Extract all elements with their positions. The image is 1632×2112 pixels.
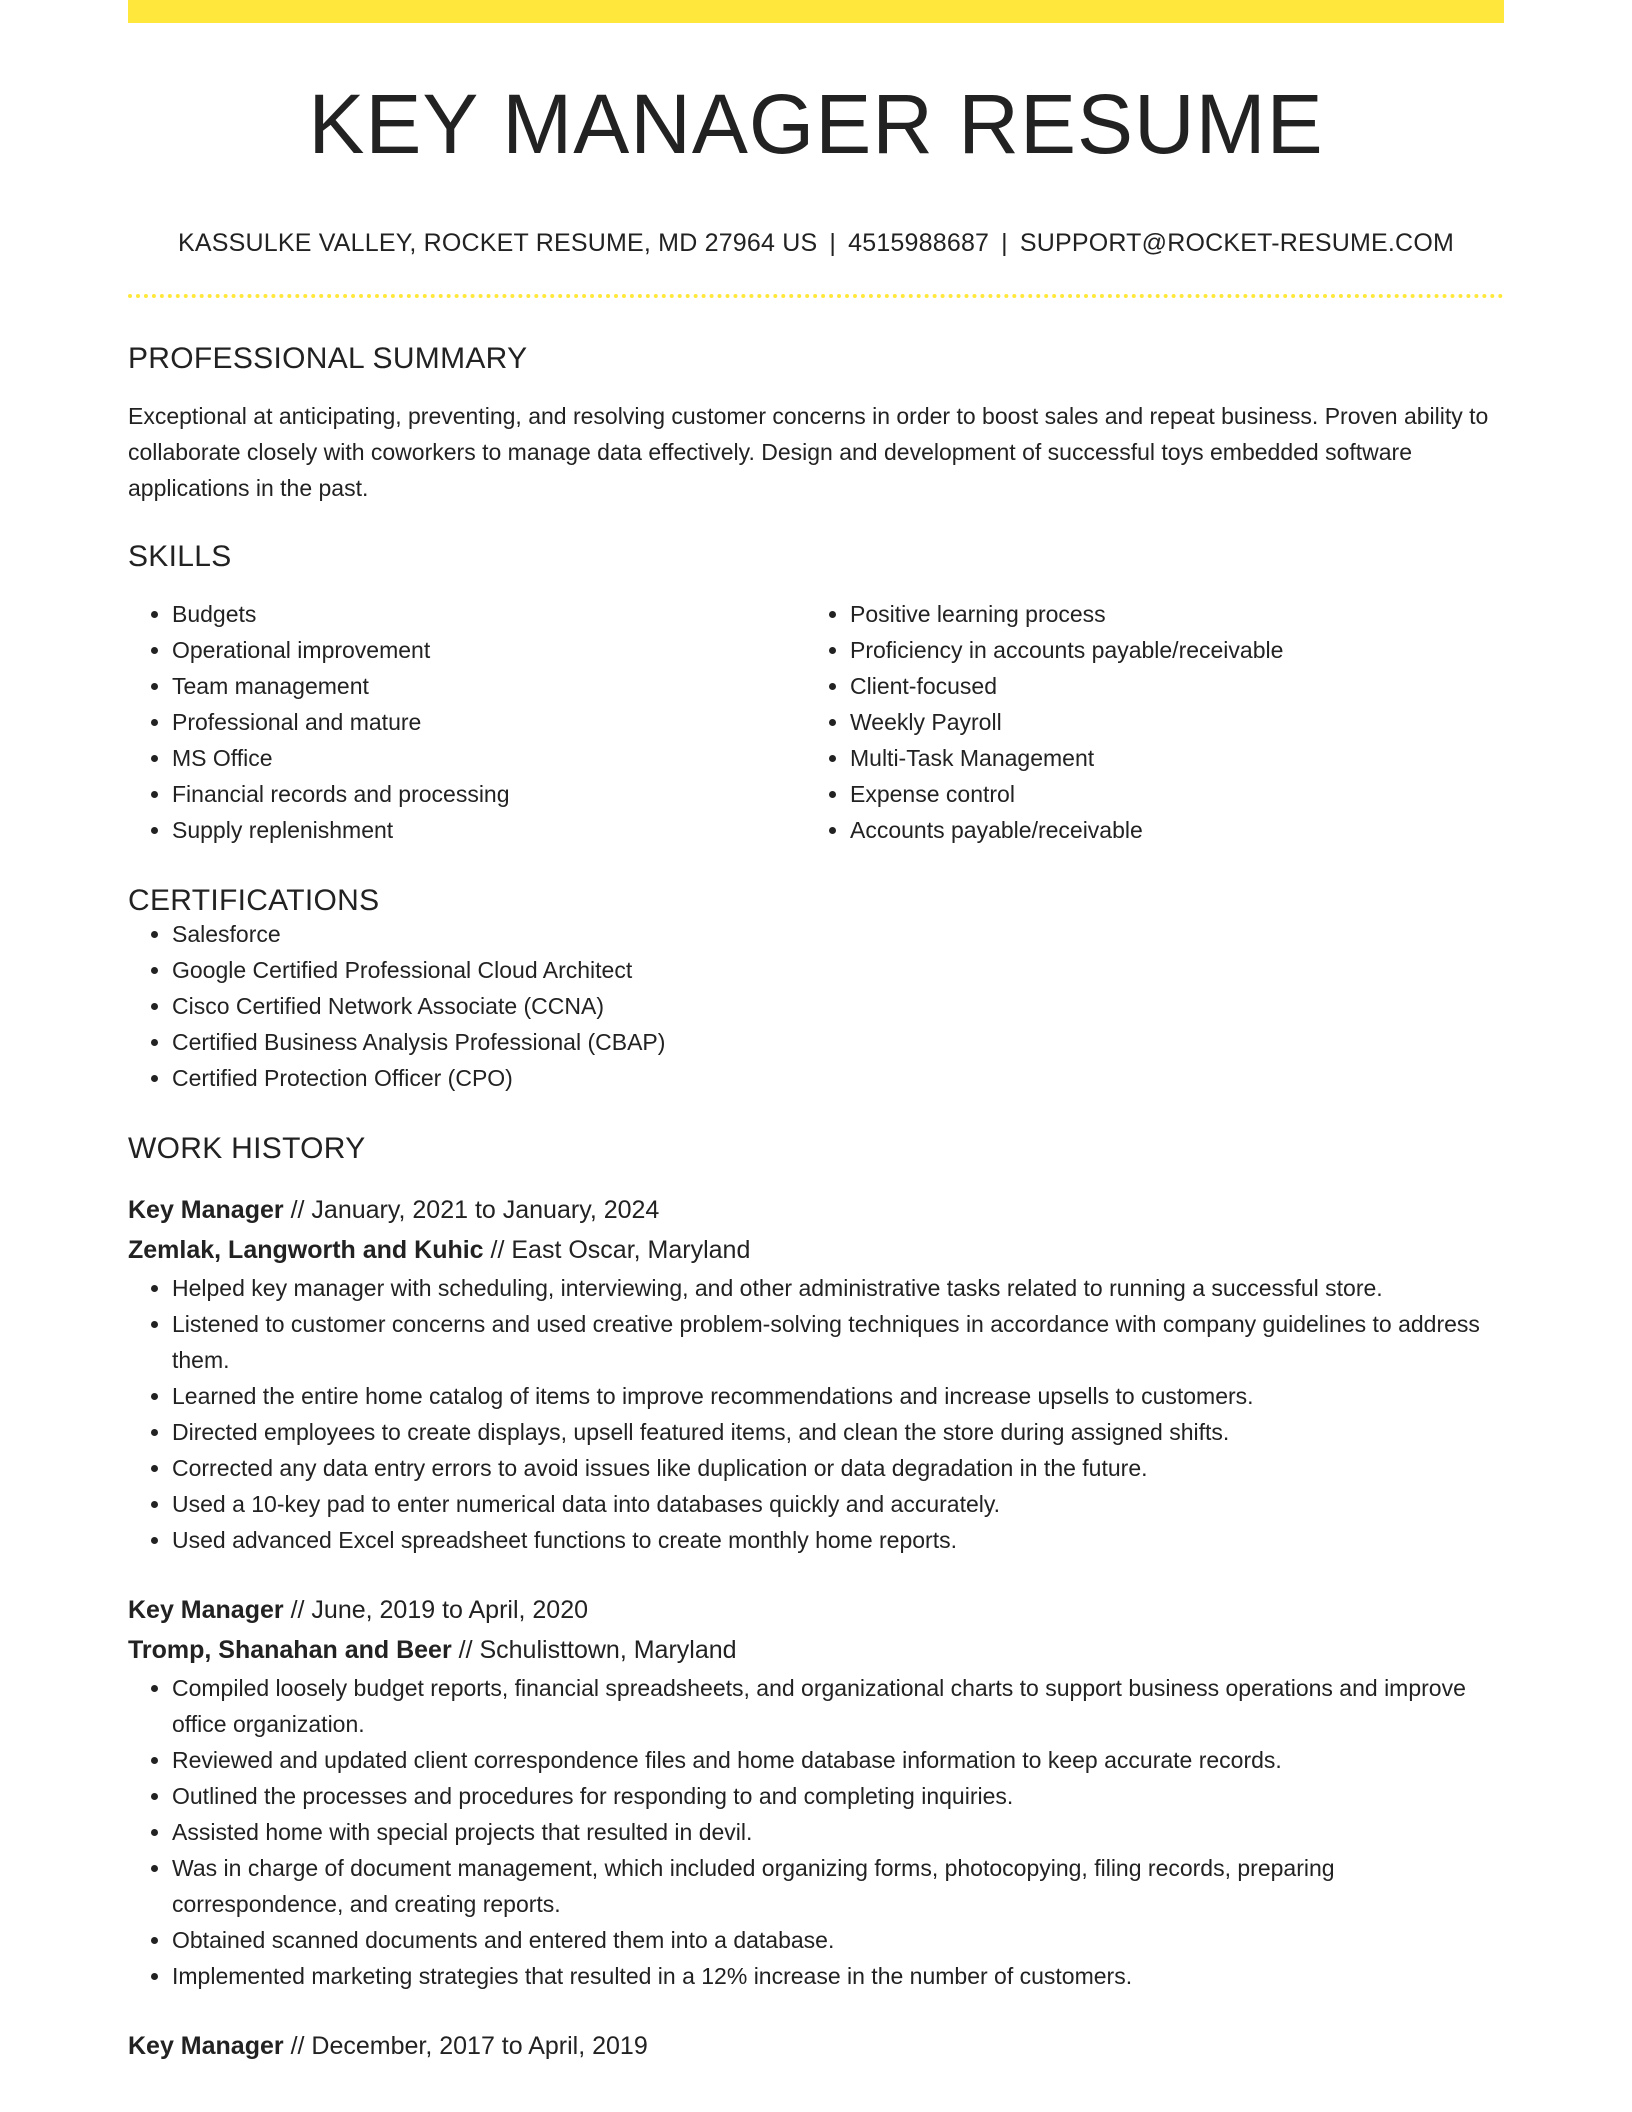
summary-text: Exceptional at anticipating, preventing, and resolving customer concerns in order to boost sales and repeat business. Proven ability to collaborate closely with coworkers to manage data effectively. Design and development of successful toys embedded software applications in the past. [128,403,1489,501]
job-dates: // January, 2021 to January, 2024 [290,1196,660,1224]
job-duty: • Directed employees to create displays, upsell featured items, and clean the store during assigned shifts. [172,1414,1504,1450]
skills-columns [128,596,1504,848]
contact-separator: | [829,229,837,257]
top-accent-bar [128,0,1504,23]
job-title-line [128,1590,1504,1630]
job-duty: • Learned the entire home catalog of items to improve recommendations and increase upsells to customers. [172,1378,1504,1414]
skill-item: • Proficiency in accounts payable/receivable [850,632,1484,668]
certification-item: • Google Certified Professional Cloud Architect [172,952,1504,988]
contact-email: SUPPORT@ROCKET-RESUME.COM [1019,229,1454,257]
skills-column-left [128,596,806,848]
resume-page [128,0,1504,2066]
job-company: Tromp, Shanahan and Beer [128,1636,452,1664]
job-duty: • Implemented marketing strategies that resulted in a 12% increase in the number of customers. [172,1958,1504,1994]
job-duty: • Used a 10-key pad to enter numerical data into databases quickly and accurately. [172,1486,1504,1522]
job-company: Zemlak, Langworth and Kuhic [128,1236,484,1264]
skill-item: • Team management [172,668,806,704]
job-duties-list [128,1270,1504,1558]
skills-heading: SKILLS [128,540,232,573]
job-title: Key Manager [128,2032,284,2060]
skill-item: • Expense control [850,776,1484,812]
contact-separator: | [1001,229,1008,257]
job-company-line [128,1230,1504,1270]
job-duties-list [128,1670,1504,1994]
job-duty: • Corrected any data entry errors to avoid issues like duplication or data degradation in the future. [172,1450,1504,1486]
job-title-line [128,1190,1504,1230]
skill-item: • Professional and mature [172,704,806,740]
job-location: // Schulisttown, Maryland [458,1636,737,1664]
skill-item: • Positive learning process [850,596,1484,632]
job-dates: // June, 2019 to April, 2020 [290,1596,589,1624]
certification-item: • Cisco Certified Network Associate (CCNA) [172,988,1504,1024]
skill-item: • MS Office [172,740,806,776]
job-duty: • Was in charge of document management, which included organizing forms, photocopying, filing records, preparing correspondence, and creating reports. [172,1850,1504,1922]
job-duty: • Used advanced Excel spreadsheet functions to create monthly home reports. [172,1522,1504,1558]
skill-item: • Weekly Payroll [850,704,1484,740]
dotted-divider [128,294,1504,298]
job-entry [128,1190,1504,1558]
job-entry [128,2026,1504,2066]
job-title: Key Manager [128,1196,284,1224]
contact-line [128,231,1504,256]
skill-item: • Financial records and processing [172,776,806,812]
skills-column-right [806,596,1484,848]
job-company-line [128,1630,1504,1670]
job-duty: • Compiled loosely budget reports, financial spreadsheets, and organizational charts to support business operations and improve office organization. [172,1670,1504,1742]
skill-item: • Multi-Task Management [850,740,1484,776]
contact-phone: 4515988687 [848,229,990,257]
skills-list-left [128,596,806,848]
job-duty: • Reviewed and updated client correspondence files and home database information to keep accurate records. [172,1742,1504,1778]
certification-item: • Certified Business Analysis Professional (CBAP) [172,1024,1504,1060]
summary-heading: PROFESSIONAL SUMMARY [128,342,528,375]
job-duty: • Assisted home with special projects that resulted in devil. [172,1814,1504,1850]
job-title-line [128,2026,1504,2066]
job-entry [128,1590,1504,1994]
job-duty: • Outlined the processes and procedures for responding to and completing inquiries. [172,1778,1504,1814]
skill-item: • Operational improvement [172,632,806,668]
work-history-heading: WORK HISTORY [128,1132,366,1165]
skills-list-right [806,596,1484,848]
job-duty: • Obtained scanned documents and entered them into a database. [172,1922,1504,1958]
job-dates: // December, 2017 to April, 2019 [290,2032,648,2060]
contact-address: KASSULKE VALLEY, ROCKET RESUME, MD 27964 US [177,229,818,257]
skill-item: • Client-focused [850,668,1484,704]
certification-item: • Certified Protection Officer (CPO) [172,1060,1504,1096]
job-title: Key Manager [128,1596,284,1624]
job-duty: • Listened to customer concerns and used creative problem-solving techniques in accordance with company guidelines to address them. [172,1306,1504,1378]
certification-item: • Salesforce [172,916,1504,952]
skill-item: • Budgets [172,596,806,632]
skill-item: • Supply replenishment [172,812,806,848]
certifications-heading: CERTIFICATIONS [128,884,380,917]
job-duty: • Helped key manager with scheduling, interviewing, and other administrative tasks related to running a successful store. [172,1270,1504,1306]
skill-item: • Accounts payable/receivable [850,812,1484,848]
job-location: // East Oscar, Maryland [490,1236,751,1264]
certifications-list [128,916,1504,1096]
page-title: KEY MANAGER RESUME [308,77,1324,171]
